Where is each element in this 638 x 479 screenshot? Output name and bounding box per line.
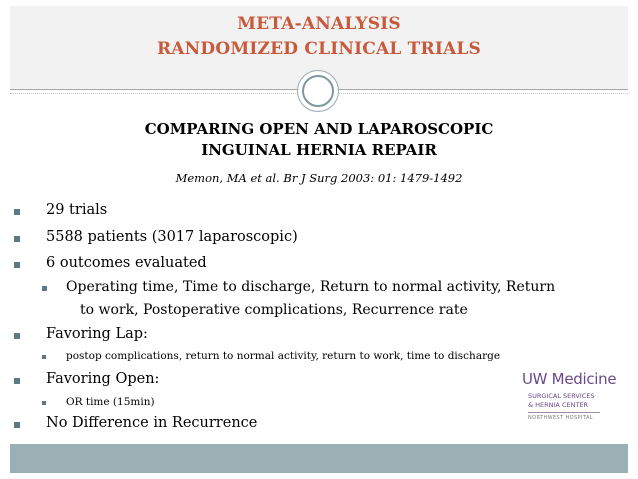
slide-title-line1: META-ANALYSIS	[237, 14, 401, 34]
bullet-item	[46, 371, 159, 387]
sub-bullet-item	[66, 279, 555, 295]
citation: Memon, MA et al. Br J Surg 2003: 01: 1479-1492	[175, 171, 463, 185]
square-bullet-icon	[42, 355, 46, 359]
logo-line2: & HERNIA CENTER	[528, 401, 589, 409]
sub-bullet-text: Operating time, Time to discharge, Return to normal activity, Return	[66, 279, 556, 295]
bullet-item	[46, 255, 207, 271]
sub-bullet-text: postop complications, return to normal activity, return to work, time to discharge	[66, 350, 501, 362]
square-bullet-icon	[14, 422, 20, 428]
bullet-text: Favoring Lap:	[46, 326, 148, 342]
sub-bullet-continuation: to work, Postoperative complications, Recurrence rate	[80, 302, 468, 318]
bullet-item	[46, 415, 257, 431]
subtitle-line2: INGUINAL HERNIA REPAIR	[201, 141, 437, 159]
square-bullet-icon	[14, 333, 20, 339]
square-bullet-icon	[14, 262, 20, 268]
square-bullet-icon	[14, 378, 20, 384]
bullet-text: Favoring Open:	[46, 371, 160, 387]
logo-name: UW Medicine	[522, 370, 617, 388]
circle-ornament-icon	[297, 70, 339, 112]
sub-bullet-item	[66, 350, 500, 362]
subtitle-line1: COMPARING OPEN AND LAPAROSCOPIC	[144, 120, 494, 138]
square-bullet-icon	[42, 286, 47, 291]
bullet-item	[46, 202, 107, 218]
uw-medicine-logo	[522, 370, 626, 428]
square-bullet-icon	[14, 209, 20, 215]
bullet-text: 29 trials	[46, 202, 108, 218]
sub-bullet-item	[66, 396, 155, 408]
slide-title-line2: RANDOMIZED CLINICAL TRIALS	[156, 39, 482, 59]
square-bullet-icon	[42, 401, 46, 405]
square-bullet-icon	[14, 236, 20, 242]
bullet-item	[46, 229, 298, 245]
bullet-text: 6 outcomes evaluated	[46, 255, 207, 271]
logo-line1: SURGICAL SERVICES	[528, 392, 595, 400]
bullet-text: 5588 patients (3017 laparoscopic)	[46, 229, 298, 245]
bullet-item	[46, 326, 148, 342]
logo-rule	[528, 412, 600, 413]
sub-bullet-text: OR time (15min)	[66, 396, 155, 408]
bullet-text: No Difference in Recurrence	[46, 415, 258, 431]
logo-line3: NORTHWEST HOSPITAL	[528, 415, 593, 421]
footer-band	[10, 444, 628, 473]
